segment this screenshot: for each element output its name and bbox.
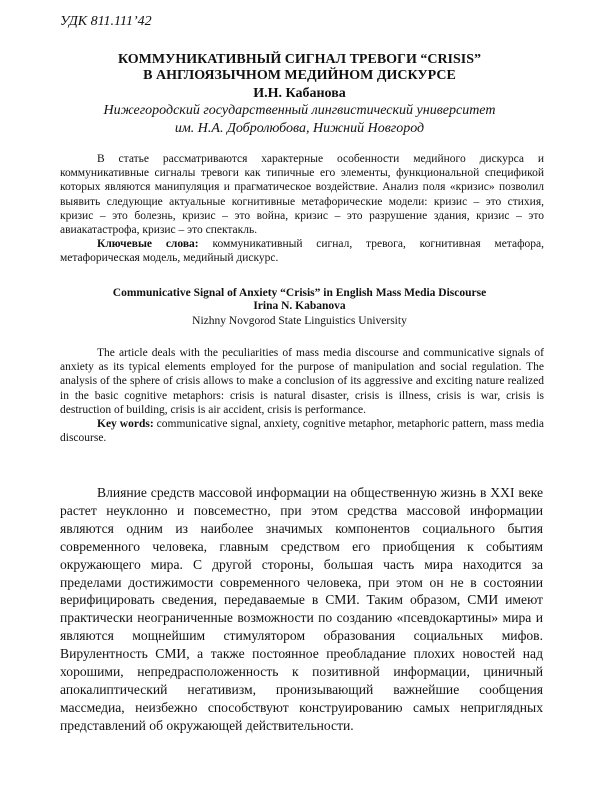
article-title-line-1: КОММУНИКАТИВНЫЙ СИГНАЛ ТРЕВОГИ “CRISIS”: [117, 52, 482, 67]
english-author: Irina N. Kabanova: [253, 300, 346, 312]
abstract-russian: [60, 152, 544, 266]
author-name: И.Н. Кабанова: [253, 86, 346, 101]
affiliation-line-2: им. Н.А. Добролюбова, Нижний Новгород: [174, 121, 425, 136]
keywords-english: [60, 417, 544, 445]
english-title: Communicative Signal of Anxiety “Crisis” in English Mass Media Discourse: [112, 287, 487, 299]
abstract-english-text: The article deals with the peculiarities of mass media discourse and communicative signals of anxiety as its typical elements employed for the purpose of manipulation and social regulation. The analysis of the sphere of crisis allows to make a conclusion of its aggressive and exciting nature realized in the basic cognitive metaphors: crisis is natural disaster, crisis is illness, crisis is war, crisis is destruction of building, crisis is air accident, crisis is performance.: [60, 347, 544, 416]
body-paragraph: Влияние средств массовой информации на общественную жизнь в XXI веке растет неуклонно и повсеместно, при этом средства массовой информации являются одним из наиболее значимых компонентов социального бытия современного человека, главным средством его приобщения к событиям окружающего мира. С другой стороны, большая часть мира находится за пределами достижимости современного человека, при этом он не в состоянии верифицировать сведения, передаваемые в СМИ. Таким образом, СМИ имеют практически неограниченные возможности по созданию «псевдокартины» мира и являются мощнейшим стимулятором образования социальных мифов. Вирулентность СМИ, а также постоянное преобладание плохих новостей над хорошими, непредрасположенность к позитивной информации, циничный апокалиптический негативизм, пронизывающий важнейшие сообщения массмедиа, неизбежно способствуют конструированию самых неприглядных представлений об окружающей действительности.: [60, 485, 543, 733]
abstract-english: [60, 346, 544, 445]
keywords-russian: [60, 237, 544, 265]
affiliation-line-1: Нижегородский государственный лингвистический университет: [103, 103, 496, 118]
article-title-line-2: В АНГЛОЯЗЫЧНОМ МЕДИЙНОМ ДИСКУРСЕ: [143, 68, 456, 83]
english-affiliation: Nizhny Novgorod State Linguistics University: [192, 315, 407, 327]
keywords-russian-label: Ключевые слова:: [97, 238, 199, 251]
udc-code: УДК 811.111’42: [60, 14, 152, 29]
keywords-english-list: communicative signal, anxiety, cognitive metaphor, metaphoric pattern, mass media discourse.: [60, 418, 544, 445]
keywords-english-label: Key words:: [97, 418, 154, 431]
abstract-russian-text: В статье рассматриваются характерные особенности медийного дискурса и коммуникативные сигналы тревоги как типичные его элементы, функциональной спецификой которых являются манипуляция и прагматическое воздействие. Анализ поля «кризис» позволил выявить следующие актуальные когнитивные метафорические модели: кризис – это стихия, кризис – это болезнь, кризис – это война, кризис – это разрушение здания, кризис – это авиакатастрофа, кризис – это спектакль.: [60, 153, 544, 237]
main-body: [60, 484, 543, 735]
keywords-russian-list: коммуникативный сигнал, тревога, когнитивная метафора, метафорическая модель, медийный дискурс.: [60, 238, 544, 265]
